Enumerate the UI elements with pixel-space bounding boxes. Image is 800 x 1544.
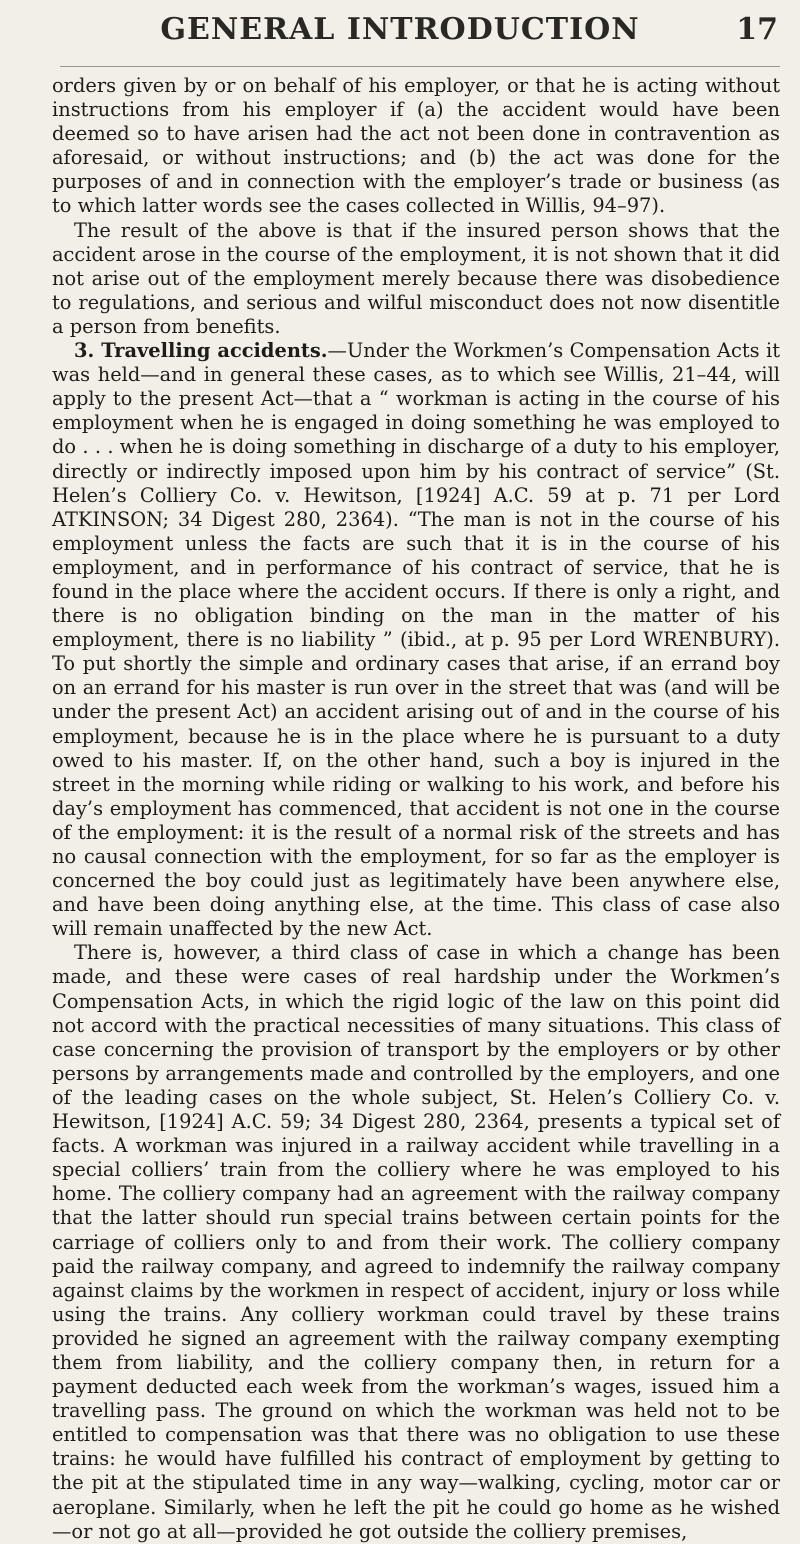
paragraph-2: The result of the above is that if the insured person shows that the accident arose in the course of the employment, it is not shown that it did not arise out of the employment merely because there was disobedience to regulations, and serious and wilful misconduct does not now disentitle a person from benefits.: [52, 218, 781, 338]
paragraph-4: There is, however, a third class of case in which a change has been made, and these were cases of real hardship under the Workmen’s Compensation Acts, in which the rigid logic of the law on this point did not accord with the practical necessities of many situations. This class of case concerning the provision of transport by the employers or by other persons by arrangements made and controlled by the employers, and one of the leading cases on the whole subject, St. Helen’s Colliery Co. v. Hewitson, [1924] A.C. 59; 34 Digest 280, 2364, presents a typical set of facts. A workman was injured in a railway accident while travelling in a special colliers’ train from the colliery where he was employed to his home. The colliery company had an agreement with the railway company that the latter should run special trains between certain points for the carriage of colliers only to and from their work. The colliery company paid the railway company, and agreed to indemnify the railway company against claims by the workmen in respect of accident, injury or loss while using the trains. Any colliery workman could travel by these trains provided he signed an agreement with the railway company exempting them from liability, and the colliery company then, in return for a payment deducted each week from the workman’s wages, issued him a travelling pass. The ground on which the workman was held not to be entitled to compensation was that there was no obligation to use these trains: he would have fulfilled his contract of employment by getting to the pit at the stipulated time in any way—walking, cycling, motor car or aeroplane. Similarly, when he left the pit he could go home as he wished—or not go at all—provided he got outside the colliery premises,: [52, 941, 780, 1543]
paragraph-3-text: —Under the Workmen’s Compensation Acts it was held—and in general these cases, as to which see Willis, 21–44, will apply to the present Act—that a “ workman is acting in the course of his employment when he is engaged in doing something he was employed to do . . . when he is doing something in discharge of a duty to his employer, directly or indirectly imposed upon him by his contract of service” (St. Helen’s Colliery Co. v. Hewitson, [1924] A.C. 59 at p. 71 per Lord ATKINSON; 34 Digest 280, 2364). “The man is not in the course of his employment unless the facts are such that it is in the course of his employment, and in performance of his contract of service, that he is found in the place where the accident occurs. If there is only a right, and there is no obligation binding on the man in the matter of his employment, there is no liability ” (ibid., at p. 95 per Lord WRENBURY). To put shortly the simple and ordinary cases that arise, if an errand boy on an errand for his master is run over in the street that was (and will be under the present Act) an accident arising out of and in the course of his employment, because he is in the place where he is pursuant to a duty owed to his master. If, on the other hand, such a boy is injured in the street in the morning while riding or walking to his work, and before his day’s employment has commenced, that accident is not one in the course of the employment: it is the result of a normal risk of the streets and has no causal connection with the employment, for so far as the employer is concerned the boy could just as legitimately have been anywhere else, and have been doing anything else, at the time. This class of case also will remain unaffected by the new Act.: [52, 339, 780, 941]
page-header: [0, 12, 800, 52]
section-heading: 3. Travelling accidents.: [74, 339, 328, 363]
page-number: 17: [736, 12, 778, 47]
header-rule: [60, 66, 780, 67]
running-title: GENERAL INTRODUCTION: [160, 12, 640, 47]
paragraph-3: [52, 339, 780, 941]
paragraph-1: orders given by or on behalf of his employer, or that he is acting without instructions from his employer if (a) the accident would have been deemed so to have arisen had the act not been done in contravention as aforesaid, or without instructions; and (b) the act was done for the purposes of and in connection with the employer’s trade or business (as to which latter words see the cases collected in Willis, 94–97).: [52, 74, 780, 218]
body-text: [52, 74, 780, 1544]
